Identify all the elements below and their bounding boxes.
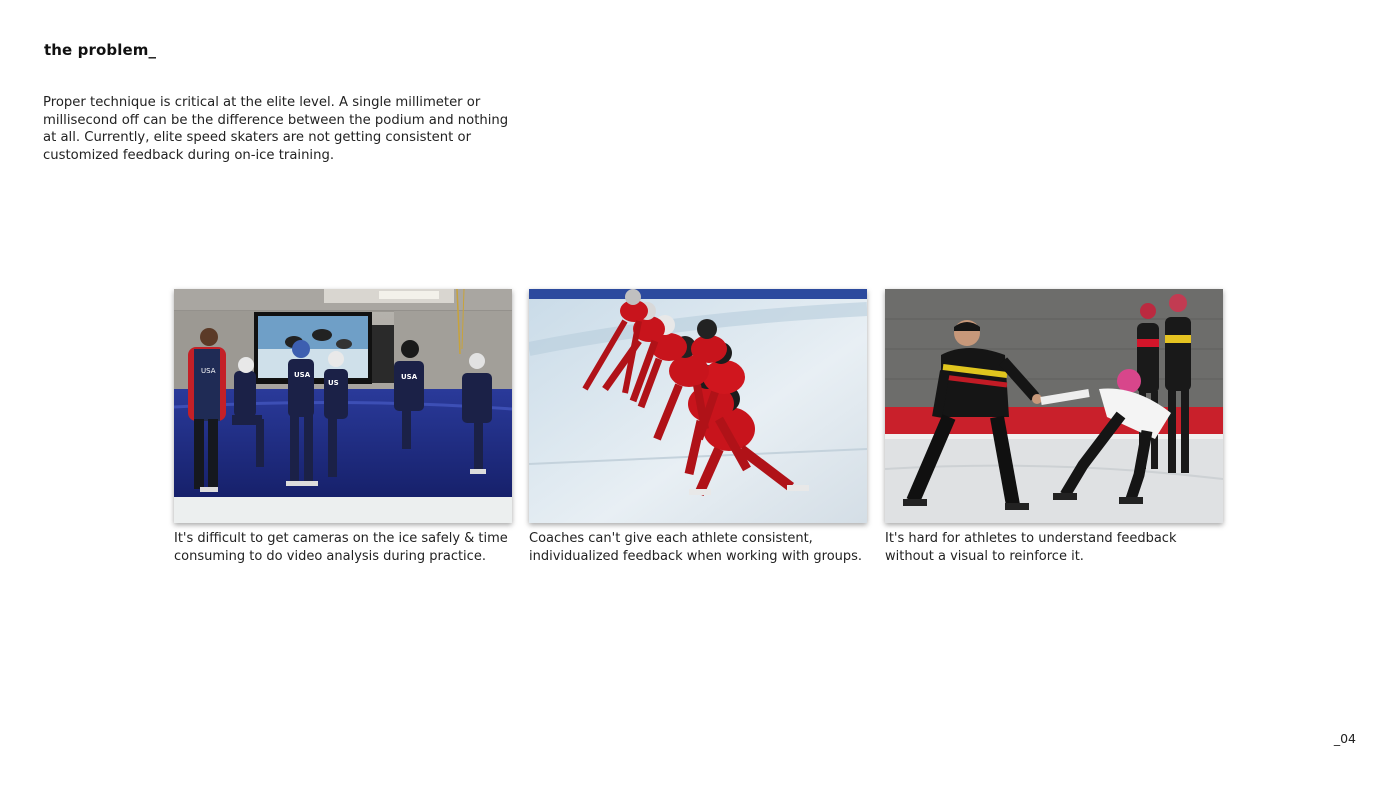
problem-card-coaches (529, 289, 867, 565)
caption-line: consuming to do video analysis during practice. (174, 548, 486, 564)
page-title: the problem_ (44, 41, 157, 59)
caption-coaches (529, 530, 867, 565)
usa-jacket-text: USA (201, 367, 216, 375)
problem-card-cameras (174, 289, 512, 565)
photo-skaters-in-line (529, 289, 867, 523)
page-number: _04 (1333, 731, 1356, 746)
photo-coach-guiding-skater (885, 289, 1223, 523)
photo-usa-team-illustration (174, 289, 512, 523)
caption-line: individualized feedback when working with groups. (529, 548, 863, 564)
photo-skaters-illustration (529, 289, 867, 523)
caption-line: It's difficult to get cameras on the ice safely & time (174, 531, 508, 546)
usa-back-text-3: USA (401, 373, 418, 381)
intro-paragraph: Proper technique is critical at the elite level. A single millimeter or millisecond off can be the difference between the podium and nothing at all. Currently, elite speed skaters are not getting consistent or customized feedback during on-ice training. (43, 95, 509, 163)
photo-coach-illustration (885, 289, 1223, 523)
caption-line: without a visual to reinforce it. (885, 548, 1084, 564)
problem-card-visual (885, 289, 1223, 565)
caption-line: Coaches can't give each athlete consistent, (529, 531, 813, 546)
caption-line: It's hard for athletes to understand feedback (885, 531, 1177, 546)
photo-usa-team-video-review (174, 289, 512, 523)
caption-cameras (174, 530, 512, 565)
caption-visual (885, 530, 1223, 565)
usa-back-text-1: USA (294, 371, 311, 379)
usa-back-text-2: US (328, 379, 339, 387)
